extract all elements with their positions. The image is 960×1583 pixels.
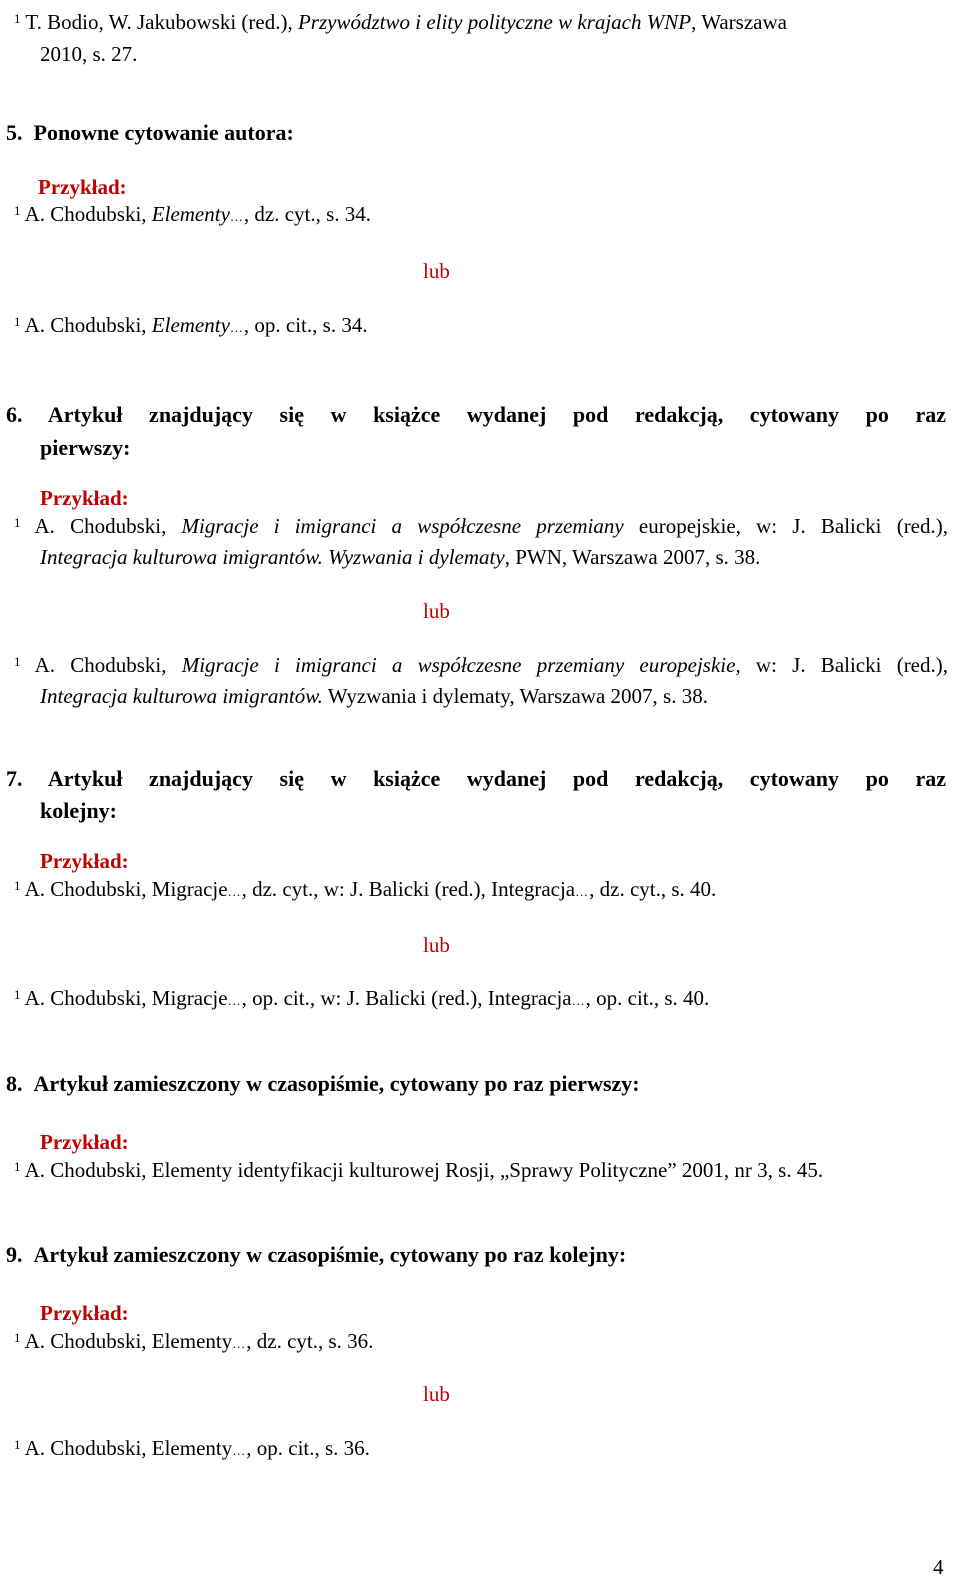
- reference-title: Przywództwo i elity polityczne w krajach WNP: [297, 10, 692, 34]
- footnote-marker: 1: [14, 314, 21, 329]
- example-label: Przykład:: [40, 486, 129, 510]
- section-number: 9.: [6, 1242, 23, 1267]
- example-citation: $^1$ A. Chodubski, Migracje i imigranci a współczesne przemiany europejskie, w: J. Balicki (red.),: [14, 514, 948, 538]
- example-citation: $^1$ A. Chodubski, Migracje…, op. cit., w: J. Balicki (red.), Integracja…, op. cit., s. 40.: [14, 986, 710, 1010]
- example-citation: $^1$ A. Chodubski, Migracje…, dz. cyt., w: J. Balicki (red.), Integracja…, dz. cyt., s. 40.: [14, 877, 717, 901]
- section-5-heading: [6, 122, 294, 144]
- section-9-heading: [6, 1244, 626, 1266]
- section-number: 8.: [6, 1071, 23, 1096]
- section-number: 6.: [6, 402, 23, 427]
- example-citation: $^1$ A. Chodubski, Elementy…, dz. cyt., s. 34.: [14, 202, 372, 226]
- or-separator: lub: [423, 933, 450, 957]
- example-label: Przykład:: [40, 1301, 129, 1325]
- section-title: Artykuł zamieszczony w czasopiśmie, cytowany po raz kolejny:: [33, 1242, 627, 1267]
- section-6-heading: [6, 404, 946, 426]
- top-reference-line-1: [14, 12, 787, 33]
- footnote-marker: 1: [14, 1330, 21, 1345]
- footnote-marker: 1: [14, 987, 21, 1002]
- footnote-marker: 1: [14, 878, 21, 893]
- section-7-heading-cont: kolejny:: [40, 798, 117, 823]
- section-number: 7.: [6, 766, 23, 791]
- example-citation: $^1$ A. Chodubski, Migracje i imigranci a współczesne przemiany europejskie, w: J. Balicki (red.),: [14, 653, 948, 677]
- section-title: Artykuł zamieszczony w czasopiśmie, cytowany po raz pierwszy:: [33, 1071, 640, 1096]
- section-title: Ponowne cytowanie autora:: [33, 120, 294, 145]
- top-reference-line-2: [40, 44, 137, 65]
- example-label: Przykład:: [40, 1130, 129, 1154]
- example-citation: $^1$ A. Chodubski, Elementy…, dz. cyt., s. 36.: [14, 1329, 374, 1353]
- or-separator: lub: [423, 259, 450, 283]
- example-citation: $^1$ A. Chodubski, Elementy…, op. cit., s. 34.: [14, 313, 368, 337]
- section-title: Artykuł znajdujący się w książce wydanej pod redakcją, cytowany po raz: [47, 766, 946, 791]
- section-number: 5.: [6, 120, 23, 145]
- or-separator: lub: [423, 599, 450, 623]
- footnote-marker: 1: [14, 1437, 21, 1452]
- reference-text: T. Bodio, W. Jakubowski (red.),: [25, 10, 298, 34]
- footnote-marker: 1: [14, 1159, 21, 1174]
- section-title: Artykuł znajdujący się w książce wydanej pod redakcją, cytowany po raz: [47, 402, 946, 427]
- reference-text: , Warszawa: [691, 10, 787, 34]
- footnote-marker: 1: [14, 654, 21, 669]
- section-6-heading-cont: pierwszy:: [40, 435, 131, 460]
- example-citation: $^1$ A. Chodubski, Elementy identyfikacji kulturowej Rosji, „Sprawy Polityczne” 2001, nr 3, s. 45.: [14, 1158, 824, 1182]
- section-8-heading: [6, 1073, 640, 1095]
- page-number: 4: [933, 1555, 944, 1579]
- example-citation: $^1$ A. Chodubski, Elementy…, op. cit., s. 36.: [14, 1436, 370, 1460]
- example-label: Przykład:: [40, 849, 129, 873]
- or-separator: lub: [423, 1382, 450, 1406]
- example-label: Przykład:: [38, 175, 127, 199]
- example-citation-cont: Integracja kulturowa imigrantów. Wyzwania i dylematy, Warszawa 2007, s. 38.: [40, 684, 708, 708]
- footnote-marker: 1: [14, 11, 21, 26]
- section-7-heading: [6, 768, 946, 790]
- example-citation-cont: Integracja kulturowa imigrantów. Wyzwania i dylematy, PWN, Warszawa 2007, s. 38.: [40, 545, 761, 569]
- footnote-marker: 1: [14, 203, 21, 218]
- reference-text: 2010, s. 27.: [40, 42, 138, 66]
- footnote-marker: 1: [14, 515, 21, 530]
